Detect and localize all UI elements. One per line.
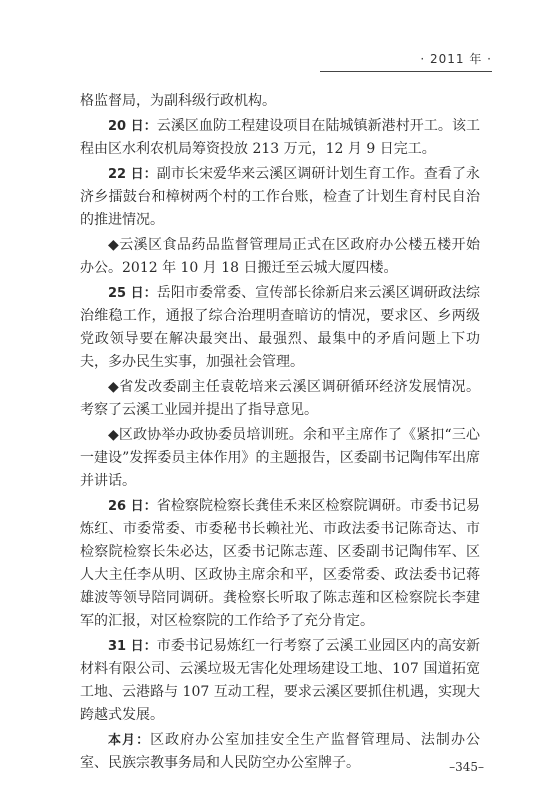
entry-date: 25 日：	[108, 286, 157, 301]
entry-text: 云溪区血防工程建设项目在陆城镇新港村开工。该工程由区水利农机局筹资投放 213 万元，12 月 9 日完工。	[80, 118, 481, 157]
running-header-year: · 2011 年 ·	[420, 52, 492, 66]
entry-day-26	[80, 495, 480, 633]
entry-date: 20 日：	[108, 119, 157, 134]
page-body	[80, 90, 480, 777]
entry-text: 市委书记易炼红一行考察了云溪工业园区内的高安新材料有限公司、云溪垃圾无害化处理场建设工地、107 国道拓宽工地、云港路与 107 互动工程，要求云溪区要抓住机遇，实现大跨越式发展。	[80, 638, 481, 723]
page-number: –345–	[449, 760, 484, 774]
entry-day-31	[80, 635, 480, 727]
entry-date: 26 日：	[108, 499, 157, 514]
entry-text: ◆区政协举办政协委员培训班。余和平主席作了《紧扣“三心一建设”发挥委员主体作用》的主题报告，区委副书记陶伟军出席并讲话。	[80, 427, 480, 489]
entry-bullet-cppcc-training	[80, 424, 480, 493]
header-rule	[320, 71, 492, 72]
entry-text: 岳阳市委常委、宣传部长徐新启来云溪区调研政法综治维稳工作，通报了综合治理明查暗访的情况，要求区、乡两级党政领导要在解决最突出、最强烈、最集中的矛盾问题上下功夫，多办民生实事，加强社会管理。	[80, 285, 481, 370]
entry-text: 副市长宋爱华来云溪区调研计划生育工作。查看了永济乡擂鼓台和樟树两个村的工作台账，检查了计划生育村民自治的推进情况。	[80, 166, 481, 228]
entry-text: ◆省发改委副主任袁乾培来云溪区调研循环经济发展情况。考察了云溪工业园并提出了指导意见。	[80, 379, 480, 418]
entry-date: 本月：	[108, 733, 151, 748]
entry-day-25	[80, 282, 480, 374]
entry-text: 区政府办公室加挂安全生产监督管理局、法制办公室、民族宗教事务局和人民防空办公室牌子。	[80, 732, 480, 771]
entry-bullet-food-drug	[80, 234, 480, 280]
entry-text: 格监督局，为副科级行政机构。	[80, 93, 276, 109]
entry-text: ◆云溪区食品药品监督管理局正式在区政府办公楼五楼开始办公。2012 年 10 月 18 日搬迁至云城大厦四楼。	[80, 237, 480, 276]
entry-date: 22 日：	[108, 167, 157, 182]
entry-date: 31 日：	[108, 639, 157, 654]
entry-this-month	[80, 729, 480, 775]
entry-text: 省检察院检察长龚佳禾来区检察院调研。市委书记易炼红、市委常委、市委秘书长赖社光、市政法委书记陈奇达、市检察院检察长朱必达，区委书记陈志莲、区委副书记陶伟军、区人大主任李从明、区政协主席余和平，区委常委、政法委书记蒋雄波等领导陪同调研。龚检察长听取了陈志莲和区检察院长李建军的汇报，对区检察院的工作给予了充分肯定。	[80, 498, 481, 629]
entry-day-22	[80, 163, 480, 232]
entry-day-20	[80, 115, 480, 161]
paragraph-continuation	[80, 90, 480, 113]
entry-bullet-circular-economy	[80, 376, 480, 422]
